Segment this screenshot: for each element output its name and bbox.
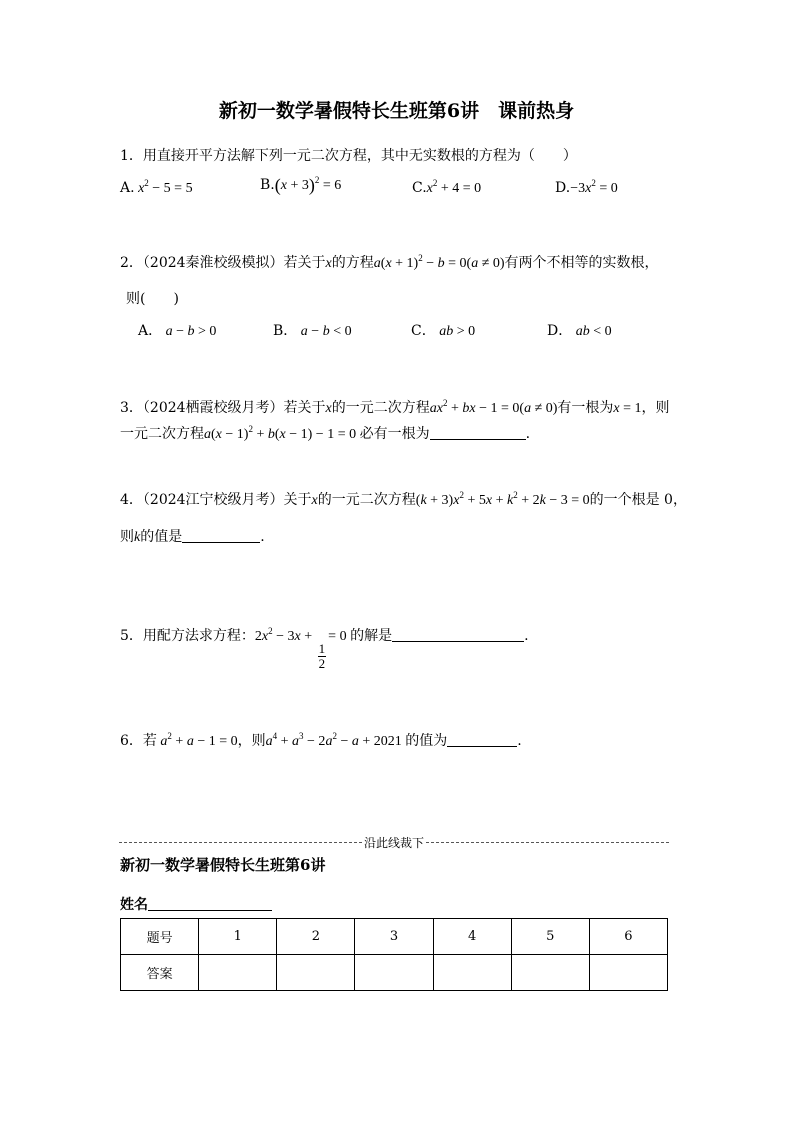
row-header-question-number: 题号: [121, 919, 199, 955]
math-expression: $(k + 3)x^2 + 5x + k^2 + 2k - 3 = 0$: [415, 490, 590, 508]
question-1-option-d: [555, 178, 618, 199]
question-text: 的值为: [405, 733, 448, 749]
question-text: 的方程: [331, 255, 374, 271]
question-text: 3．（2024栖霞校级月考）若关于: [120, 400, 326, 416]
question-text: 一元二次方程: [120, 426, 204, 442]
answer-cell[interactable]: [511, 955, 589, 991]
table-row: [121, 919, 668, 955]
question-3-line2: [120, 424, 530, 445]
question-2-option-a: [138, 321, 216, 342]
question-2-option-b: [273, 321, 352, 342]
answer-sheet-title: 新初一数学暑假特长生班第6讲: [120, 856, 326, 874]
option-label: D.: [555, 180, 571, 196]
question-text: 的一元二次方程: [331, 400, 430, 416]
question-2-option-d: [547, 321, 612, 342]
question-number-cell: 1: [199, 919, 277, 955]
answer-blank[interactable]: [392, 627, 524, 642]
name-blank[interactable]: [148, 896, 272, 911]
option-label: B.: [260, 177, 275, 193]
math-expression: $ax^2$ + bx − 1 = 0(a ≠ 0): [429, 398, 558, 416]
math-expression: a − b > 0: [162, 324, 217, 339]
answer-blank[interactable]: [430, 425, 526, 440]
math-variable: x: [311, 493, 318, 508]
question-text: ，则: [237, 733, 266, 749]
question-text: 的一元二次方程: [317, 492, 416, 508]
question-text: 4．（2024江宁校级月考）关于: [120, 492, 312, 508]
math-variable: x: [325, 401, 332, 416]
math-expression: x = 1: [613, 401, 642, 416]
math-expression: ab < 0: [572, 324, 612, 339]
question-text: 的解是: [350, 628, 393, 644]
table-row: [121, 955, 668, 991]
punctuation: .: [524, 628, 529, 644]
page-title: 新初一数学暑假特长生班第6讲 课前热身: [218, 100, 575, 122]
question-2-option-c: [411, 321, 475, 342]
math-variable: k: [134, 530, 141, 545]
math-expression: a − b < 0: [297, 324, 352, 339]
question-text: 则: [120, 529, 134, 545]
question-4-stem: [120, 490, 687, 511]
question-text: 6．若: [120, 733, 157, 749]
question-number-cell: 3: [355, 919, 433, 955]
math-expression: $a(x + 1)^2 - b = 0(a \ne 0)$: [373, 253, 505, 271]
question-text: 2．（2024秦淮校级模拟）若关于: [120, 255, 326, 271]
math-expression: $a(x - 1)^2 + b(x - 1) - 1 = 0$: [204, 424, 360, 442]
question-text: 有一根为: [557, 400, 614, 416]
math-expression: $(x + 3)^2 = 6$: [274, 175, 342, 195]
question-5-stem: [120, 626, 529, 671]
math-expression: $x^2 + 4 = 0$: [426, 178, 482, 196]
question-1-option-a: [120, 178, 193, 199]
option-label: A．: [138, 323, 163, 339]
question-6-stem: [120, 731, 522, 752]
answer-cell[interactable]: [355, 955, 433, 991]
question-text: ，则: [641, 400, 670, 416]
math-expression: $x^2 - 5 = 5$: [134, 178, 193, 196]
row-header-answer: 答案: [121, 955, 199, 991]
question-3-stem: [120, 398, 670, 419]
question-text: 的一个根是 0，: [589, 492, 687, 508]
answer-blank[interactable]: [447, 732, 517, 747]
question-2-line2: 则( ): [126, 291, 179, 307]
answer-cell[interactable]: [199, 955, 277, 991]
name-row: [120, 894, 272, 914]
punctuation: .: [525, 426, 531, 442]
question-text: 有两个不相等的实数根，: [504, 255, 659, 271]
math-expression: ab > 0: [435, 324, 476, 339]
cut-line: [119, 834, 669, 851]
question-1-option-b: [260, 175, 341, 196]
answer-cell[interactable]: [433, 955, 511, 991]
dashed-line-left: [119, 842, 362, 843]
punctuation: .: [260, 529, 265, 545]
name-label: 姓名: [120, 897, 148, 913]
math-expression: $-3x^2 = 0$: [570, 178, 618, 196]
question-1-stem: 1．用直接开平方法解下列一元二次方程，其中无实数根的方程为（ ）: [120, 148, 577, 164]
math-expression: $2x^2 - 3x$ + $\frac{1}{2}$ = 0: [254, 626, 351, 671]
question-text: 必有一根为: [359, 426, 430, 442]
question-number-cell: 4: [433, 919, 511, 955]
question-text: 5．用配方法求方程：: [120, 628, 255, 644]
question-1-option-c: [412, 178, 481, 199]
question-text: 的值是: [140, 529, 183, 545]
math-variable: x: [325, 256, 332, 271]
answer-cell[interactable]: [589, 955, 667, 991]
question-number-cell: 5: [511, 919, 589, 955]
fraction-one-half: $\frac{1}{2}$: [318, 641, 326, 671]
answer-blank[interactable]: [182, 528, 260, 543]
punctuation: .: [517, 733, 522, 749]
question-number-cell: 6: [589, 919, 667, 955]
option-label: C．: [411, 323, 436, 339]
question-2-stem: [120, 253, 659, 274]
cut-line-label: 沿此线裁下: [364, 836, 425, 850]
option-label: D．: [547, 323, 573, 339]
option-label: A.: [120, 180, 135, 196]
option-label: B．: [273, 323, 298, 339]
math-expression: $a^4 + a^3 - 2a^2 - a + 2021$: [265, 731, 406, 749]
answer-table: [120, 918, 668, 991]
question-number-cell: 2: [277, 919, 355, 955]
option-label: C.: [412, 180, 427, 196]
dashed-line-right: [426, 842, 669, 843]
math-expression: $a^2 + a - 1 = 0$: [156, 731, 238, 749]
question-4-line2: [120, 527, 265, 548]
answer-cell[interactable]: [277, 955, 355, 991]
